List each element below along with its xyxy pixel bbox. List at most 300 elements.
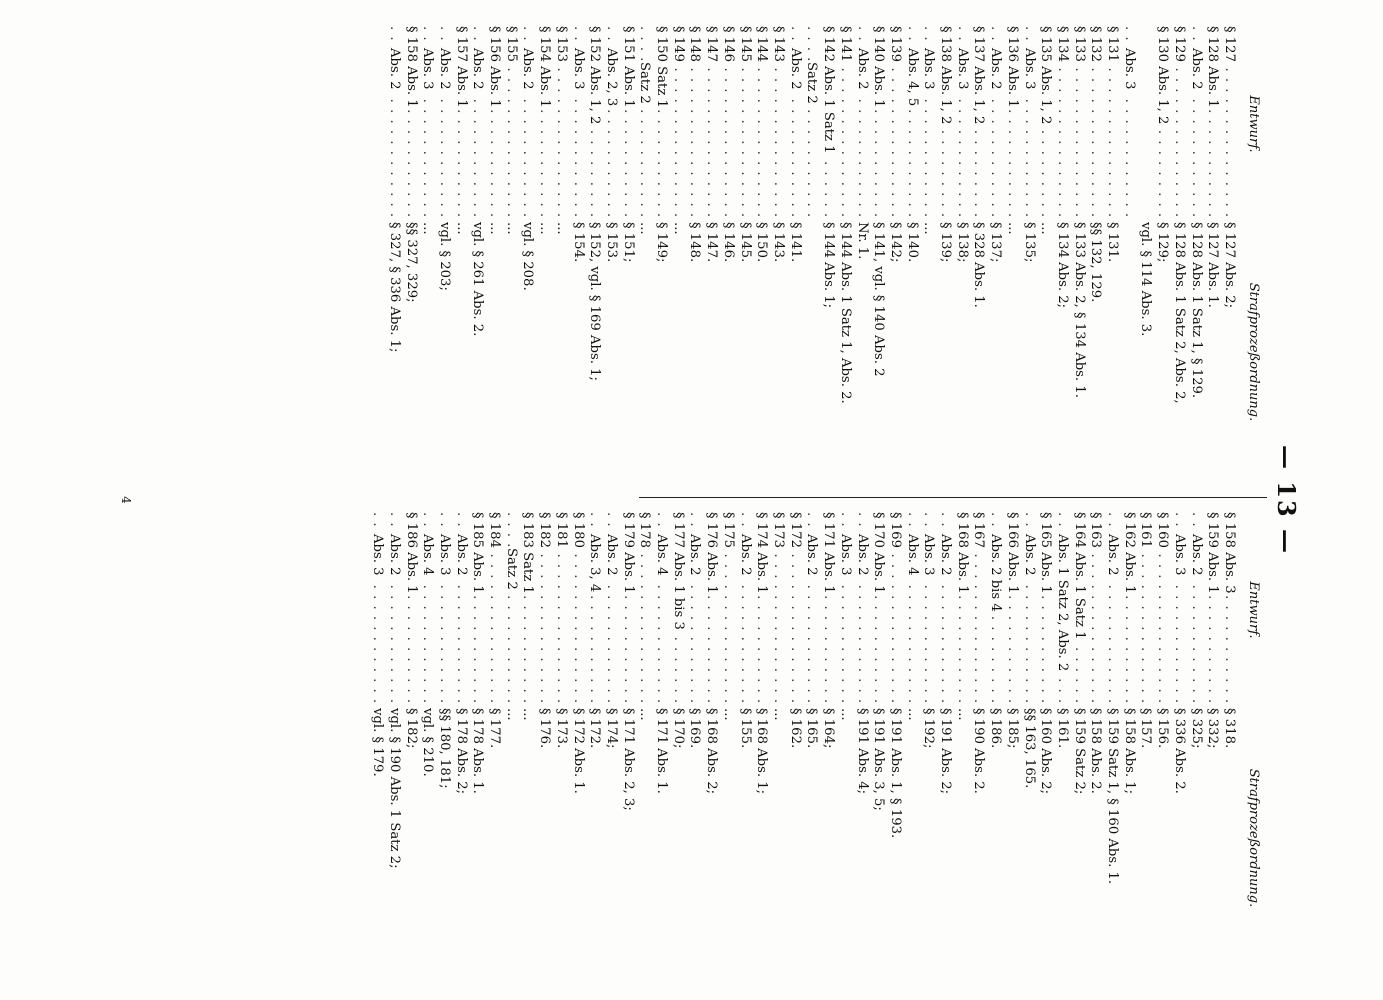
table-row xyxy=(1153,512,1170,968)
entwurf-text: Abs. 2 xyxy=(687,534,703,576)
table-row xyxy=(669,26,686,482)
table-row xyxy=(569,26,586,482)
table-row xyxy=(1120,512,1137,968)
table-row xyxy=(485,26,502,482)
entwurf-text: Abs. 3 xyxy=(921,534,937,576)
table-row xyxy=(1170,26,1187,482)
strafprozessordnung-cell: § 144 Abs. 1; xyxy=(821,222,837,309)
entwurf-text: Abs. 1 Satz 2, Abs. 2 xyxy=(1054,534,1070,672)
entwurf-cell xyxy=(836,26,853,222)
entwurf-text: Satz 2 xyxy=(804,62,820,104)
strafprozessordnung-cell: § 127 Abs. 2; xyxy=(1222,222,1237,309)
entwurf-cell xyxy=(1020,26,1037,222)
entwurf-cell xyxy=(853,512,870,708)
entwurf-text: Abs. 3, 4 xyxy=(587,534,603,593)
table-row xyxy=(853,26,870,482)
entwurf-cell xyxy=(970,512,987,708)
strafprozessordnung-cell: ... xyxy=(503,222,519,235)
strafprozessordnung-cell: ... xyxy=(420,222,436,235)
entwurf-cell xyxy=(519,26,536,222)
entwurf-cell xyxy=(1170,26,1187,222)
entwurf-text: § 179 Abs. 1 xyxy=(620,512,636,594)
entwurf-cell xyxy=(1120,512,1137,708)
entwurf-text: Abs. 2 xyxy=(1188,48,1204,90)
entwurf-text: Abs. 2 xyxy=(1021,534,1037,576)
header-strafprozessordnung: Strafprozeßordnung. xyxy=(1246,282,1261,422)
table-row xyxy=(636,26,653,482)
strafprozessordnung-cell: vgl. § 261 Abs. 2. xyxy=(470,222,486,337)
table-row xyxy=(1103,512,1120,968)
entwurf-text: Abs. 2 xyxy=(453,534,469,576)
entwurf-cell xyxy=(586,512,603,708)
table-row xyxy=(485,512,502,968)
table-row xyxy=(803,512,820,968)
entwurf-cell xyxy=(1003,26,1020,222)
table-row xyxy=(886,26,903,482)
entwurf-text: Abs. 3 xyxy=(570,48,586,90)
strafprozessordnung-cell: § 328 Abs. 1. xyxy=(971,222,987,308)
entwurf-cell xyxy=(986,512,1003,708)
strafprozessordnung-cell: § 145. xyxy=(737,222,753,263)
entwurf-text: Abs. 3 xyxy=(837,534,853,576)
strafprozessordnung-cell: § 154. xyxy=(570,222,586,263)
strafprozessordnung-cell: Nr. 1. xyxy=(854,222,870,260)
entwurf-cell xyxy=(703,26,720,222)
strafprozessordnung-cell: § 192; xyxy=(921,708,937,749)
table-row xyxy=(753,26,770,482)
entwurf-cell xyxy=(1087,512,1104,708)
entwurf-text: Abs. 2 xyxy=(603,534,619,576)
entwurf-text: Abs. 2 bis 4 xyxy=(988,534,1004,612)
table-row xyxy=(736,26,753,482)
table-row xyxy=(419,26,436,482)
strafprozessordnung-cell: § 168 Abs. 2; xyxy=(704,708,720,795)
strafprozessordnung-cell: ... xyxy=(520,708,536,721)
entwurf-text: § 180 xyxy=(570,512,586,548)
entwurf-text: Abs. 2 xyxy=(520,48,536,90)
strafprozessordnung-cell: § 140. xyxy=(904,222,920,263)
strafprozessordnung-cell: § 157. xyxy=(1138,708,1154,749)
entwurf-text: § 162 Abs. 1 xyxy=(1121,512,1137,594)
strafprozessordnung-cell: § 139; xyxy=(938,222,954,263)
entwurf-text: Abs. 4 xyxy=(904,534,920,576)
table-row xyxy=(1220,512,1237,968)
entwurf-text: § 171 Abs. 1 xyxy=(821,512,837,594)
entwurf-text: Abs. 3 xyxy=(1171,534,1187,576)
strafprozessordnung-cell: § 190 Abs. 2. xyxy=(971,708,987,794)
entwurf-cell xyxy=(502,26,519,222)
table-row xyxy=(435,512,452,968)
entwurf-text: § 133 xyxy=(1071,26,1087,62)
table-row xyxy=(619,512,636,968)
entwurf-text: § 143 xyxy=(771,26,787,62)
entwurf-cell xyxy=(853,26,870,222)
table-row xyxy=(853,512,870,968)
footer-mark: 4 xyxy=(119,496,133,504)
strafprozessordnung-cell: ... xyxy=(904,708,920,721)
entwurf-text: § 172 xyxy=(787,512,803,548)
strafprozessordnung-cell: § 327, § 336 Abs. 1; xyxy=(386,222,402,353)
entwurf-text: Satz 2 xyxy=(503,548,519,590)
table-row xyxy=(602,512,619,968)
entwurf-cell xyxy=(753,26,770,222)
entwurf-cell xyxy=(1003,512,1020,708)
entwurf-text: § 146 xyxy=(720,26,736,62)
strafprozessordnung-cell: § 159 Satz 1, § 160 Abs. 1. xyxy=(1105,708,1121,885)
entwurf-text: § 157 Abs. 1 xyxy=(453,26,469,108)
entwurf-cell xyxy=(452,512,469,708)
strafprozessordnung-cell: § 141, vgl. § 140 Abs. 2 xyxy=(871,222,887,377)
entwurf-text: Abs. 2 xyxy=(1105,534,1121,576)
table-row xyxy=(502,26,519,482)
strafprozessordnung-cell: § 133 Abs. 2, § 134 Abs. 1. xyxy=(1071,222,1087,398)
strafprozessordnung-cell: § 173. xyxy=(553,708,569,749)
entwurf-text: § 149 xyxy=(670,26,686,62)
entwurf-cell xyxy=(920,26,937,222)
entwurf-cell xyxy=(819,26,836,222)
entwurf-text: § 134 xyxy=(1054,26,1070,62)
table-row xyxy=(986,512,1003,968)
table-row xyxy=(903,512,920,968)
entwurf-text: § 140 Abs. 1 xyxy=(871,26,887,108)
strafprozessordnung-cell: § 141. xyxy=(787,222,803,263)
entwurf-text: § 152 Abs. 1, 2 xyxy=(587,26,603,125)
table-row xyxy=(986,26,1003,482)
table-row xyxy=(786,26,803,482)
entwurf-text: Abs. 2 xyxy=(938,534,954,576)
concordance-rows-left xyxy=(385,26,1237,482)
strafprozessordnung-cell: § 137; xyxy=(988,222,1004,263)
entwurf-text xyxy=(1138,26,1153,28)
entwurf-cell xyxy=(686,26,703,222)
entwurf-cell xyxy=(385,26,402,222)
strafprozessordnung-cell: §§ 132, 129. xyxy=(1088,222,1104,303)
entwurf-cell xyxy=(786,26,803,222)
strafprozessordnung-cell: ... xyxy=(503,708,519,721)
strafprozessordnung-cell: § 318. xyxy=(1222,708,1237,749)
entwurf-text: § 142 Abs. 1 Satz 1 xyxy=(821,26,837,154)
entwurf-text: § 177 Abs. 1 bis 3 xyxy=(670,512,686,630)
table-row xyxy=(552,26,569,482)
entwurf-text: § 127 xyxy=(1222,26,1237,62)
entwurf-cell xyxy=(652,512,669,708)
entwurf-text: § 130 Abs. 1, 2 xyxy=(1155,26,1171,125)
strafprozessordnung-cell: § 128 Abs. 1 Satz 1, § 129. xyxy=(1188,222,1204,399)
table-row xyxy=(402,26,419,482)
column-divider xyxy=(639,497,1267,498)
entwurf-text: § 136 Abs. 1 xyxy=(1004,26,1020,108)
strafprozessordnung-cell: § 128 Abs. 1 Satz 2, Abs. 2, xyxy=(1171,222,1187,404)
strafprozessordnung-cell: § 144 Abs. 1 Satz 1, Abs. 2. xyxy=(837,222,853,404)
entwurf-text: Abs. 4 xyxy=(420,534,436,576)
entwurf-text: Abs. 2 xyxy=(804,534,820,576)
entwurf-text: § 155 xyxy=(503,26,519,62)
strafprozessordnung-cell: § 191 Abs. 3, 5; xyxy=(871,708,887,811)
entwurf-cell xyxy=(552,26,569,222)
table-row xyxy=(1053,512,1070,968)
strafprozessordnung-cell: § 178 Abs. 1. xyxy=(470,708,486,794)
table-row xyxy=(753,512,770,968)
strafprozessordnung-cell: § 151; xyxy=(620,222,636,263)
table-row xyxy=(1070,26,1087,482)
strafprozessordnung-cell: § 149; xyxy=(654,222,670,263)
entwurf-text: § 145 xyxy=(737,26,753,62)
entwurf-cell xyxy=(419,512,436,708)
entwurf-cell xyxy=(803,26,820,222)
table-row xyxy=(970,512,987,968)
table-row xyxy=(686,26,703,482)
entwurf-text: § 184 xyxy=(487,512,503,548)
strafprozessordnung-cell: § 174; xyxy=(603,708,619,749)
entwurf-cell xyxy=(1187,512,1204,708)
table-row xyxy=(769,512,786,968)
entwurf-cell xyxy=(502,512,519,708)
column-header xyxy=(1243,26,1261,482)
entwurf-text: § 164 Abs. 1 Satz 1 xyxy=(1071,512,1087,640)
entwurf-text: Abs. 3 xyxy=(954,48,970,90)
strafprozessordnung-cell: § 143. xyxy=(771,222,787,263)
table-row xyxy=(419,512,436,968)
entwurf-cell xyxy=(1137,512,1154,708)
strafprozessordnung-cell: § 171 Abs. 2, 3; xyxy=(620,708,636,811)
entwurf-text: § 161 xyxy=(1138,512,1154,548)
table-row xyxy=(1120,26,1137,482)
entwurf-cell xyxy=(870,512,887,708)
table-row xyxy=(870,512,887,968)
strafprozessordnung-cell: ... xyxy=(637,222,653,235)
strafprozessordnung-cell: § 129; xyxy=(1155,222,1171,263)
entwurf-cell xyxy=(652,26,669,222)
strafprozessordnung-cell: § 182; xyxy=(403,708,419,749)
entwurf-text: § 137 Abs. 1, 2 xyxy=(971,26,987,125)
strafprozessordnung-cell: § 178 Abs. 2; xyxy=(453,708,469,795)
table-row xyxy=(1070,512,1087,968)
strafprozessordnung-cell: § 159 Satz 2; xyxy=(1071,708,1087,795)
entwurf-cell xyxy=(786,512,803,708)
entwurf-text: § 166 Abs. 1 xyxy=(1004,512,1020,594)
entwurf-cell xyxy=(736,512,753,708)
table-row xyxy=(602,26,619,482)
table-row xyxy=(1003,26,1020,482)
entwurf-cell xyxy=(753,512,770,708)
strafprozessordnung-cell: ... xyxy=(487,222,503,235)
table-row xyxy=(1037,26,1054,482)
entwurf-cell xyxy=(385,512,402,708)
entwurf-cell xyxy=(1070,26,1087,222)
entwurf-text: § 131 xyxy=(1105,26,1121,62)
header-strafprozessordnung: Strafprozeßordnung. xyxy=(1246,768,1261,908)
table-row xyxy=(1187,26,1204,482)
entwurf-text: Abs. 3 xyxy=(420,48,436,90)
table-row xyxy=(519,512,536,968)
entwurf-text: § 186 Abs. 1 xyxy=(403,512,419,594)
entwurf-cell xyxy=(452,26,469,222)
entwurf-text: § 185 Abs. 1 xyxy=(470,512,486,594)
entwurf-cell xyxy=(669,512,686,708)
strafprozessordnung-cell: § 127 Abs. 1. xyxy=(1205,222,1221,308)
concordance-rows-right xyxy=(368,512,1237,968)
entwurf-text: § 147 xyxy=(704,26,720,62)
table-row xyxy=(970,26,987,482)
table-row xyxy=(669,512,686,968)
strafprozessordnung-cell: ... xyxy=(553,222,569,235)
table-row xyxy=(452,512,469,968)
strafprozessordnung-cell: §§ 163, 165. xyxy=(1021,708,1037,789)
table-row xyxy=(586,512,603,968)
entwurf-cell xyxy=(469,26,486,222)
strafprozessordnung-cell: § 170; xyxy=(670,708,686,749)
strafprozessordnung-cell: § 135; xyxy=(1021,222,1037,263)
entwurf-cell xyxy=(1103,512,1120,708)
table-row xyxy=(385,26,402,482)
entwurf-text: § 165 Abs. 1 xyxy=(1038,512,1054,594)
page-number: — 13 — xyxy=(1272,444,1301,556)
table-row xyxy=(552,512,569,968)
entwurf-cell xyxy=(769,512,786,708)
strafprozessordnung-cell: vgl. § 210. xyxy=(420,708,436,777)
strafprozessordnung-cell: § 191 Abs. 2; xyxy=(938,708,954,795)
strafprozessordnung-cell: § 165. xyxy=(804,708,820,749)
strafprozessordnung-cell: § 171 Abs. 1. xyxy=(654,708,670,794)
entwurf-text: § 129 xyxy=(1171,26,1187,62)
strafprozessordnung-cell: § 168 Abs. 1; xyxy=(754,708,770,795)
table-row xyxy=(936,512,953,968)
table-row xyxy=(1003,512,1020,968)
strafprozessordnung-cell: vgl. § 179. xyxy=(370,708,386,777)
strafprozessordnung-cell: § 185; xyxy=(1004,708,1020,749)
table-row xyxy=(886,512,903,968)
entwurf-text: § 160 xyxy=(1155,512,1171,548)
table-row xyxy=(535,26,552,482)
entwurf-cell xyxy=(703,512,720,708)
strafprozessordnung-cell: ... xyxy=(921,222,937,235)
entwurf-cell xyxy=(602,26,619,222)
strafprozessordnung-cell: § 191 Abs. 4; xyxy=(854,708,870,795)
entwurf-text: § 141 xyxy=(837,26,853,62)
table-row xyxy=(452,26,469,482)
entwurf-text: § 167 xyxy=(971,512,987,548)
entwurf-cell xyxy=(886,512,903,708)
strafprozessordnung-cell: ... xyxy=(837,708,853,721)
entwurf-text: § 128 Abs. 1 xyxy=(1205,26,1221,108)
entwurf-cell xyxy=(1120,26,1137,222)
strafprozessordnung-cell: vgl. § 203; xyxy=(436,222,452,291)
strafprozessordnung-cell: § 332; xyxy=(1205,708,1221,749)
entwurf-text: § 183 Satz 1 xyxy=(520,512,536,594)
table-row xyxy=(920,512,937,968)
entwurf-cell xyxy=(1053,26,1070,222)
entwurf-text: Abs. 2 xyxy=(436,48,452,90)
entwurf-text: § 170 Abs. 1 xyxy=(871,512,887,594)
strafprozessordnung-cell: ... xyxy=(720,708,736,721)
entwurf-text: § 163 xyxy=(1088,512,1104,548)
entwurf-cell xyxy=(1053,512,1070,708)
entwurf-text: Abs. 4 xyxy=(654,534,670,576)
strafprozessordnung-cell: § 176. xyxy=(537,708,553,749)
entwurf-cell xyxy=(1037,26,1054,222)
table-row xyxy=(636,512,653,968)
entwurf-text: § 151 Abs. 1 xyxy=(620,26,636,108)
entwurf-text: § 174 Abs. 1 xyxy=(754,512,770,594)
entwurf-cell xyxy=(519,512,536,708)
entwurf-cell xyxy=(586,26,603,222)
entwurf-cell xyxy=(920,512,937,708)
strafprozessordnung-cell: ... xyxy=(954,708,970,721)
entwurf-text: § 181 xyxy=(553,512,569,548)
entwurf-cell xyxy=(402,26,419,222)
table-row xyxy=(469,26,486,482)
entwurf-text: § 159 Abs. 1 xyxy=(1205,512,1221,594)
table-row xyxy=(1187,512,1204,968)
entwurf-text: § 178 xyxy=(637,512,653,548)
strafprozessordnung-cell: § 169. xyxy=(687,708,703,749)
entwurf-cell xyxy=(936,512,953,708)
strafprozessordnung-cell: § 148. xyxy=(687,222,703,263)
strafprozessordnung-cell: § 172. xyxy=(587,708,603,749)
table-row xyxy=(1204,26,1221,482)
table-row xyxy=(385,512,402,968)
strafprozessordnung-cell: § 186. xyxy=(988,708,1004,749)
strafprozessordnung-cell: § 131. xyxy=(1105,222,1121,263)
entwurf-text: § 154 Abs. 1 xyxy=(537,26,553,108)
strafprozessordnung-cell: § 150. xyxy=(754,222,770,263)
concordance-column-left xyxy=(385,26,1261,482)
table-row xyxy=(1103,26,1120,482)
entwurf-text: § 135 Abs. 1, 2 xyxy=(1038,26,1054,125)
strafprozessordnung-cell: § 162. xyxy=(787,708,803,749)
table-row xyxy=(1053,26,1070,482)
entwurf-cell xyxy=(953,26,970,222)
strafprozessordnung-cell: § 177. xyxy=(487,708,503,749)
table-row xyxy=(652,26,669,482)
entwurf-cell xyxy=(602,512,619,708)
entwurf-text: Abs. 3 xyxy=(1121,48,1137,90)
entwurf-cell xyxy=(903,512,920,708)
entwurf-cell xyxy=(636,512,653,708)
entwurf-text: § 168 Abs. 1 xyxy=(954,512,970,594)
entwurf-cell xyxy=(636,26,653,222)
strafprozessordnung-cell: § 146. xyxy=(720,222,736,263)
entwurf-cell xyxy=(970,26,987,222)
entwurf-text: § 144 xyxy=(754,26,770,62)
table-row xyxy=(1137,26,1154,482)
strafprozessordnung-cell: § 161. xyxy=(1054,708,1070,749)
strafprozessordnung-cell: ... xyxy=(1038,222,1054,235)
strafprozessordnung-cell: § 142; xyxy=(887,222,903,263)
entwurf-cell xyxy=(569,26,586,222)
table-row xyxy=(402,512,419,968)
entwurf-cell xyxy=(719,512,736,708)
header-entwurf: Entwurf. xyxy=(1246,95,1261,153)
strafprozessordnung-cell: vgl. § 114 Abs. 3. xyxy=(1138,222,1154,337)
table-row xyxy=(920,26,937,482)
entwurf-cell xyxy=(1220,26,1237,222)
strafprozessordnung-cell: ... xyxy=(537,222,553,235)
entwurf-cell xyxy=(803,512,820,708)
table-row xyxy=(870,26,887,482)
entwurf-cell xyxy=(1020,512,1037,708)
entwurf-text: § 173 xyxy=(771,512,787,548)
strafprozessordnung-cell: § 156. xyxy=(1155,708,1171,749)
strafprozessordnung-cell: ... xyxy=(1004,222,1020,235)
strafprozessordnung-cell: ... xyxy=(771,708,787,721)
entwurf-text: § 132 xyxy=(1088,26,1104,62)
table-row xyxy=(1204,512,1221,968)
entwurf-cell xyxy=(936,26,953,222)
table-row xyxy=(1020,512,1037,968)
entwurf-cell xyxy=(1037,512,1054,708)
table-row xyxy=(1137,512,1154,968)
